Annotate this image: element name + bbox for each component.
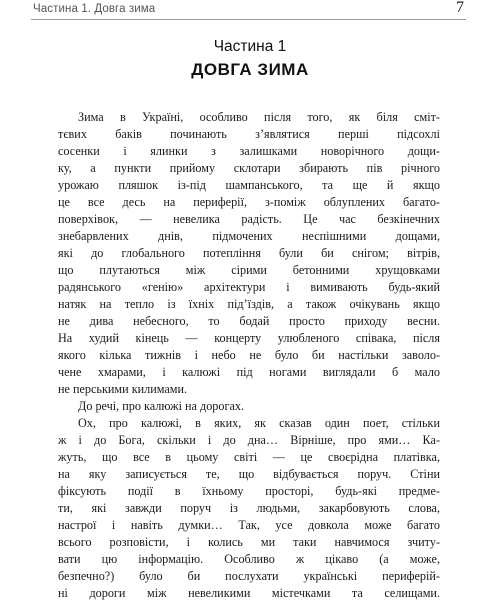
text-line: натяк на тепло із їхніх під’їздів, а також очікувань якщо: [58, 297, 440, 311]
part-label: Частина 1: [213, 38, 287, 55]
text-line: ку, а пункти прийому склотари збирають пів річного: [58, 161, 440, 175]
text-line: тєвих баків починають з’являтися перші підсохлі: [58, 127, 440, 141]
running-header: [31, 0, 466, 20]
text-line: всього розповісти, і колись ми таки навчимося зчиту-: [58, 535, 440, 549]
text-line: якого кілька тижнів і небо не було би настільки заволо-: [58, 348, 440, 362]
text-line: не дива небесного, то бодай просто приходу весни.: [58, 314, 440, 328]
text-line: жуть, що все в цьому світі — це своєрідна платівка,: [58, 450, 440, 464]
text-line: До речі, про калюжі на дорогах.: [78, 399, 245, 413]
text-line: ні дороги між невеликими містечками та селищами.: [58, 586, 440, 600]
text-line: не перськими килимами.: [58, 382, 188, 396]
text-line: на яку записується те, що відбувається поруч. Стіни: [58, 467, 440, 481]
text-line: урожаю пляшок із-під шампанського, та ще й якщо: [58, 178, 440, 192]
text-line: що плутаються між сірими бетонними хрущовками: [58, 263, 440, 277]
text-line: фіксують події в їхньому просторі, будь-які предме-: [58, 484, 440, 498]
text-line: безпечно?) було би послухати українські периферій-: [58, 569, 440, 583]
text-line: ти, які завжди поруч із людьми, закарбовують слова,: [58, 501, 440, 515]
chapter-title: ДОВГА ЗИМА: [191, 60, 309, 79]
text-line: настрої і навіть думки… Так, усе довкола може багато: [58, 518, 440, 532]
text-line: Зима в Україні, особливо після того, як біля смiт-: [78, 110, 440, 124]
text-line: радянського «генію» архітектури і вимивають будь-який: [58, 280, 440, 294]
text-line: це все десь на периферії, з-поміж облуплених багато-: [58, 195, 440, 209]
page-number: 7: [456, 0, 464, 16]
text-line: поверхівок, — невелика радість. Це час безкінечних: [58, 212, 440, 226]
text-line: вати цю інформацію. Особливо ж цікаво (а може,: [58, 552, 440, 566]
text-line: ж і до Бога, скільки і до дна… Вірніше, про ями… Ка-: [58, 433, 440, 447]
text-line: знебарвлених днів, підмочених неспішними дощами,: [58, 229, 440, 243]
text-line: сосенки і ялинки з залишками новорічного дощи-: [58, 144, 440, 158]
text-line: які до глобального потепління були би снігом; вітрів,: [58, 246, 440, 260]
text-line: Ох, про калюжі, в яких, як сказав один поет, стільки: [78, 416, 440, 430]
body-text: [58, 109, 440, 602]
text-line: На худий кінець — концерту улюбленого співака, після: [58, 331, 440, 345]
text-line: чене хмарами, і калюжі під ногами виглядали б мало: [58, 365, 440, 379]
running-head-title: Частина 1. Довга зима: [33, 3, 156, 15]
